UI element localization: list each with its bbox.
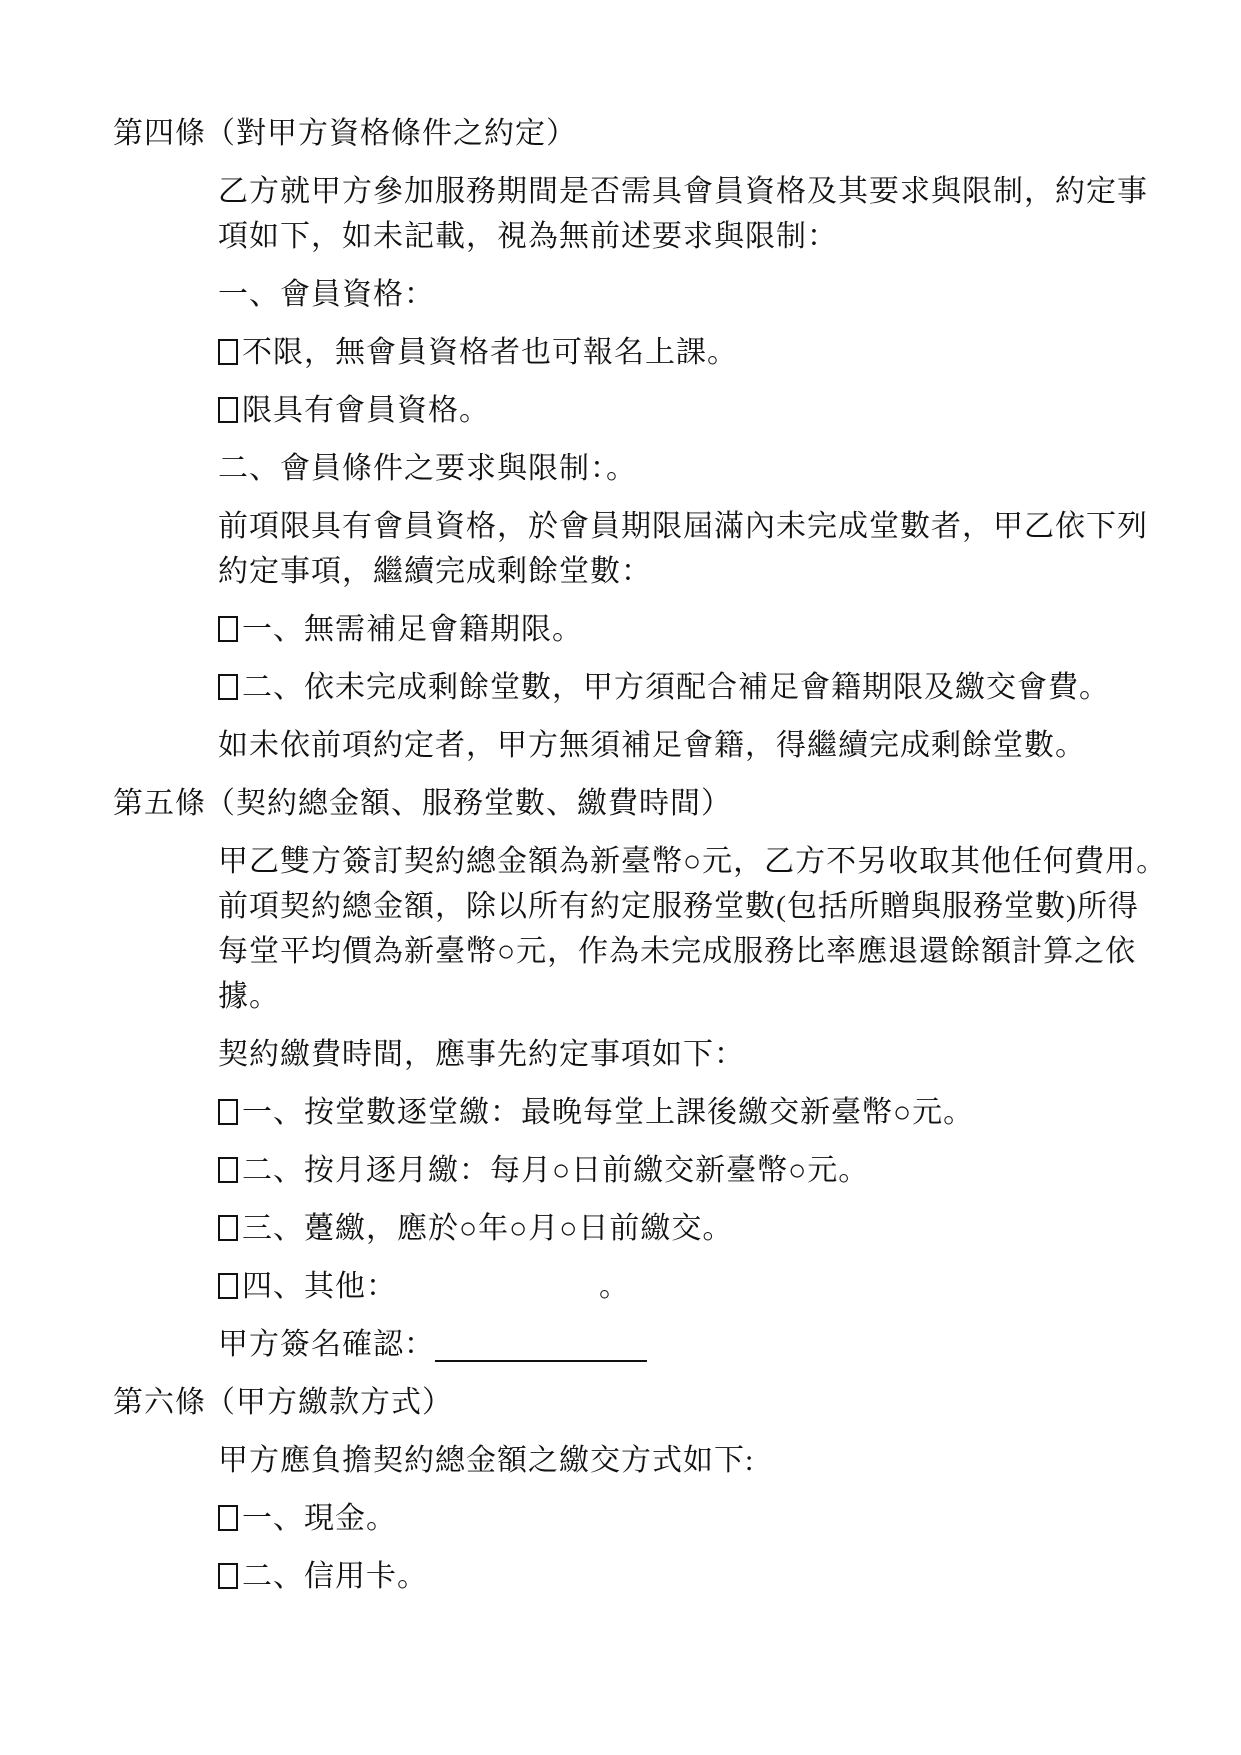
option-no-membership-limit <box>218 330 1171 375</box>
option-label: 四、其他： 。 <box>242 1270 630 1303</box>
option-pay-per-class <box>218 1090 1171 1135</box>
checkbox-icon[interactable] <box>218 339 238 365</box>
option-label: 二、依未完成剩餘堂數，甲方須配合補足會籍期限及繳交會費。 <box>242 671 1110 704</box>
article-4-paragraph-3: 如未依前項約定者，甲方無須補足會籍，得繼續完成剩餘堂數。 <box>218 729 1086 762</box>
article-5-body <box>218 839 1171 1367</box>
article-6 <box>113 1380 1171 1599</box>
article-6-heading <box>113 1380 1171 1425</box>
text-line: 甲乙雙方簽訂契約總金額為新臺幣○元，乙方不另收取其他任何費用。 <box>218 845 1168 878</box>
option-cash <box>218 1496 1171 1541</box>
text-line: 前項限具有會員資格，於會員期限屆滿內未完成堂數者，甲乙依下列 <box>218 510 1148 543</box>
text-line: 乙方就甲方參加服務期間是否需具會員資格及其要求與限制，約定事 <box>218 175 1148 208</box>
checkbox-icon[interactable] <box>218 1099 238 1125</box>
article-6-body <box>218 1438 1171 1599</box>
article-5 <box>113 781 1171 1367</box>
option-label: 二、信用卡。 <box>242 1560 428 1593</box>
text-line: 據。 <box>218 980 280 1013</box>
article-4 <box>113 111 1171 768</box>
option-pay-other <box>218 1264 1171 1309</box>
checkbox-icon[interactable] <box>218 1215 238 1241</box>
article-4-title: （對甲方資格條件之約定） <box>205 117 577 150</box>
article-5-paragraph-1 <box>218 839 1171 1019</box>
option-pay-monthly <box>218 1148 1171 1193</box>
article-5-label: 第五條 <box>113 787 206 820</box>
option-label: 二、按月逐月繳：每月○日前繳交新臺幣○元。 <box>242 1154 870 1187</box>
option-label: 一、現金。 <box>242 1502 397 1535</box>
option-label: 一、無需補足會籍期限。 <box>242 613 583 646</box>
item-member-condition: 二、會員條件之要求與限制：。 <box>218 452 637 485</box>
option-pay-lump-sum <box>218 1206 1171 1251</box>
article-4-paragraph-2 <box>218 504 1171 594</box>
text-line: 約定事項，繼續完成剩餘堂數： <box>218 555 652 588</box>
text-line: 項如下，如未記載，視為無前述要求與限制： <box>218 220 838 253</box>
article-4-label: 第四條 <box>113 117 206 150</box>
article-5-paragraph-2: 契約繳費時間，應事先約定事項如下： <box>218 1038 745 1071</box>
text-line: 前項契約總金額，除以所有約定服務堂數(包括所贈與服務堂數)所得 <box>218 890 1139 923</box>
option-membership-extension <box>218 665 1171 710</box>
article-6-title: （甲方繳款方式） <box>205 1386 453 1419</box>
text-line: 每堂平均價為新臺幣○元，作為未完成服務比率應退還餘額計算之依 <box>218 935 1137 968</box>
checkbox-icon[interactable] <box>218 616 238 642</box>
signature-blank-field[interactable] <box>435 1326 647 1362</box>
checkbox-icon[interactable] <box>218 1505 238 1531</box>
checkbox-icon[interactable] <box>218 1273 238 1299</box>
article-6-paragraph-1: 甲方應負擔契約總金額之繳交方式如下: <box>218 1444 755 1477</box>
option-no-membership-extension <box>218 607 1171 652</box>
checkbox-icon[interactable] <box>218 1157 238 1183</box>
article-5-title: （契約總金額、服務堂數、繳費時間） <box>205 787 732 820</box>
option-credit-card <box>218 1554 1171 1599</box>
option-label: 限具有會員資格。 <box>242 394 490 427</box>
option-label: 不限，無會員資格者也可報名上課。 <box>242 336 738 369</box>
article-4-heading <box>113 111 1171 156</box>
article-6-label: 第六條 <box>113 1386 206 1419</box>
option-label: 三、躉繳，應於○年○月○日前繳交。 <box>242 1212 734 1245</box>
article-4-paragraph-1 <box>218 169 1171 259</box>
checkbox-icon[interactable] <box>218 674 238 700</box>
signature-label: 甲方簽名確認： <box>218 1328 435 1361</box>
article-5-heading <box>113 781 1171 826</box>
checkbox-icon[interactable] <box>218 397 238 423</box>
checkbox-icon[interactable] <box>218 1563 238 1589</box>
option-members-only <box>218 388 1171 433</box>
item-membership-qualification: 一、會員資格： <box>218 278 435 311</box>
option-label: 一、按堂數逐堂繳：最晚每堂上課後繳交新臺幣○元。 <box>242 1096 975 1129</box>
signature-line <box>218 1322 1171 1367</box>
article-4-body <box>218 169 1171 768</box>
